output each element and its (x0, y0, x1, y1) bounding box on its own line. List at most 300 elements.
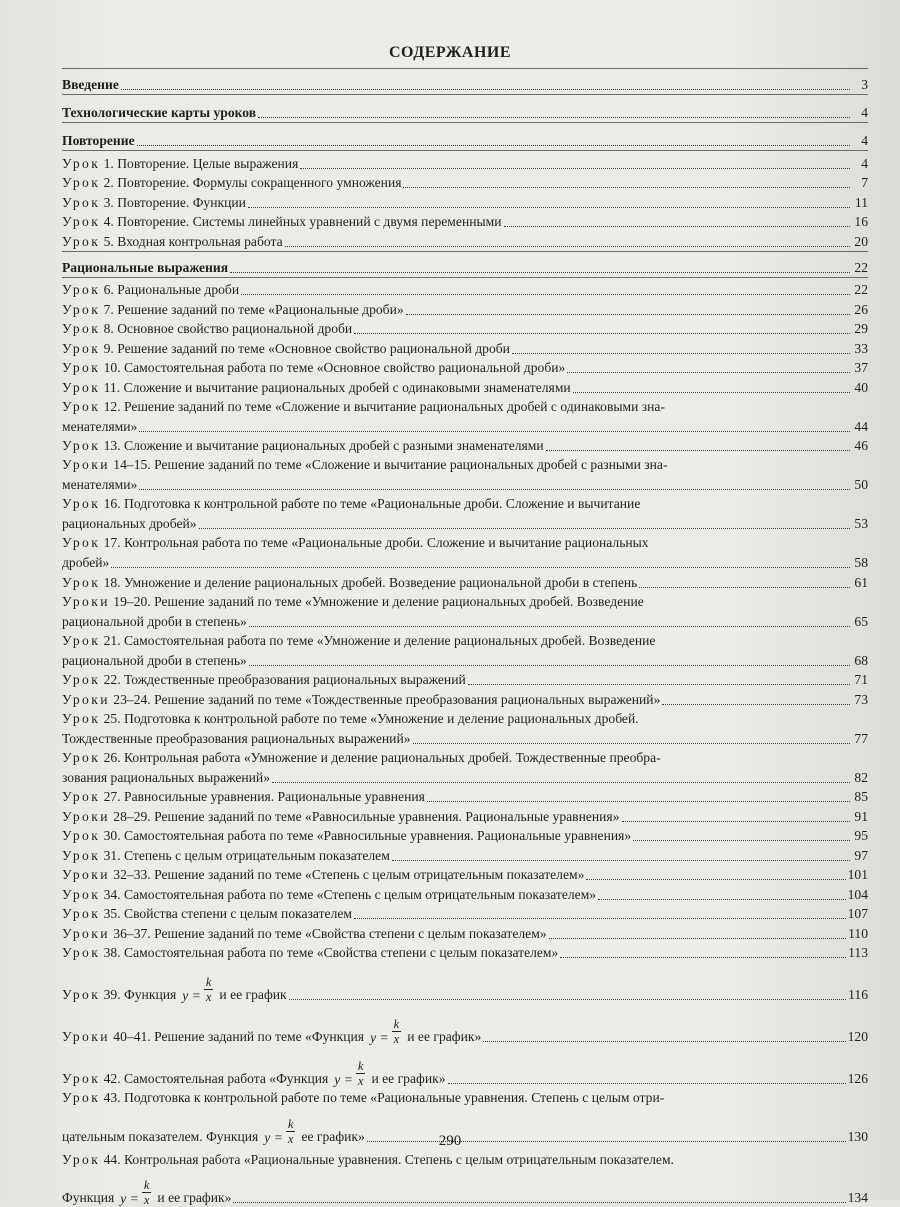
lesson-text (62, 154, 298, 173)
dot-leader (483, 1040, 845, 1042)
dot-leader (512, 352, 850, 354)
lesson-title: 9. Решение заданий по теме «Основное свойство рациональной дроби (100, 341, 510, 356)
dot-leader (413, 742, 850, 744)
lesson-title: 35. Свойства степени с целым показателем (100, 906, 352, 921)
formula-fraction (356, 1059, 366, 1088)
lesson-title: 6. Рациональные дроби (100, 282, 239, 297)
lesson-line (62, 689, 868, 709)
lesson-title-cont: рациональных дробей» (62, 514, 197, 533)
dot-leader (249, 664, 850, 666)
lesson-label: Урок (62, 750, 100, 765)
page-number: 97 (852, 846, 868, 865)
lesson-text (62, 436, 544, 455)
toc-lesson[interactable] (62, 436, 868, 456)
lesson-line (62, 436, 868, 456)
lesson-label: Уроки (62, 1029, 110, 1044)
dot-leader (504, 225, 850, 227)
dot-leader (139, 430, 850, 432)
dot-leader (586, 878, 845, 880)
lesson-title: 11. Сложение и вычитание рациональных дробей с одинаковыми знаменателями (100, 380, 570, 395)
lesson-title-cont: Функция (62, 1188, 114, 1207)
page-number: 44 (852, 417, 868, 436)
dot-leader (448, 1082, 846, 1084)
lesson-title: 32–33. Решение заданий по теме «Степень с целым отрицательным показателем» (110, 867, 585, 882)
lesson-line (62, 153, 868, 173)
toc-lesson[interactable] (62, 865, 868, 885)
page-number: 7 (852, 173, 868, 192)
formula-fraction (204, 975, 214, 1004)
lesson-line (62, 299, 868, 319)
lesson-text (62, 300, 404, 319)
page-number: 37 (852, 358, 868, 377)
toc-lesson[interactable] (62, 806, 868, 826)
dot-leader (403, 186, 850, 188)
toc-lesson[interactable] (62, 338, 868, 358)
page-number: 11 (852, 193, 868, 212)
lesson-label: Урок (62, 1152, 100, 1167)
lesson-label: Урок (62, 321, 100, 336)
lesson-title: 25. Подготовка к контрольной работе по теме «Умножение и деление рациональных дробей. (100, 711, 638, 726)
lesson-label: Урок (62, 1090, 100, 1105)
toc-lesson[interactable] (62, 1050, 868, 1088)
toc-lesson[interactable] (62, 631, 868, 670)
lesson-label: Уроки (62, 457, 110, 472)
lesson-label: Урок (62, 399, 100, 414)
lesson-title: 40–41. Решение заданий по теме «Функция (110, 1029, 364, 1044)
lesson-label: Урок (62, 302, 100, 317)
lesson-label: Урок (62, 1071, 100, 1086)
dot-leader (633, 839, 850, 841)
page-number: 126 (848, 1069, 868, 1088)
lesson-title: 19–20. Решение заданий по теме «Умножение и деление рациональных дробей. Возведение (110, 594, 644, 609)
formula-numerator: k (392, 1017, 402, 1032)
lesson-label: Урок (62, 438, 100, 453)
toc-lesson-44[interactable] (62, 1150, 868, 1207)
lesson-text (62, 943, 558, 962)
lesson-title: 30. Самостоятельная работа по теме «Равносильные уравнения. Рациональные уравнения» (100, 828, 631, 843)
lesson-title: 18. Умножение и деление рациональных дробей. Возведение рациональной дроби в степень (100, 575, 637, 590)
lesson-line (62, 338, 868, 358)
lesson-text (62, 358, 565, 377)
toc-lesson[interactable] (62, 173, 868, 193)
lesson-text (62, 787, 425, 806)
lesson-title-cont: рациональной дроби в степень» (62, 651, 247, 670)
formula-numerator: k (356, 1059, 366, 1074)
dot-leader (272, 781, 850, 783)
lesson-line (62, 631, 868, 651)
page-number: 40 (852, 378, 868, 397)
page-number: 68 (852, 651, 868, 670)
lesson-label: Уроки (62, 926, 110, 941)
lesson-title-cont: менателями» (62, 417, 137, 436)
lesson-text (62, 826, 631, 845)
lesson-label: Урок (62, 535, 100, 550)
lesson-label: Урок (62, 380, 100, 395)
page-number: 50 (852, 475, 868, 494)
toc-lesson[interactable] (62, 377, 868, 397)
dot-leader (241, 293, 850, 295)
lesson-line (62, 709, 868, 729)
toc-lesson[interactable] (62, 748, 868, 787)
toc-lesson[interactable] (62, 943, 868, 963)
lesson-text (62, 280, 239, 299)
lesson-line (62, 923, 868, 943)
toc-lesson[interactable] (62, 455, 868, 494)
lesson-line (62, 212, 868, 232)
dot-leader (111, 566, 850, 568)
lesson-label: Урок (62, 575, 100, 590)
lesson-label: Урок (62, 633, 100, 648)
lesson-title-end: и ее график» (157, 1188, 231, 1207)
lesson-line (62, 748, 868, 768)
lesson-title: 8. Основное свойство рациональной дроби (100, 321, 352, 336)
page-number: 61 (852, 573, 868, 592)
dot-leader (285, 245, 850, 247)
dot-leader (230, 271, 850, 273)
formula-y-eq: y = (334, 1072, 353, 1088)
lesson-line (62, 416, 868, 436)
lesson-line (62, 787, 868, 807)
section-title: Введение (62, 75, 119, 94)
page-number: 53 (852, 514, 868, 533)
dot-leader (392, 859, 850, 861)
lesson-title: 17. Контрольная работа по теме «Рациональные дроби. Сложение и вычитание рациональных (100, 535, 648, 550)
lesson-title: 39. Функция (100, 987, 176, 1002)
lesson-title-cont: менателями» (62, 475, 137, 494)
dot-leader (406, 313, 850, 315)
lesson-line (62, 280, 868, 300)
lesson-text (62, 807, 620, 826)
formula-denominator: x (204, 990, 214, 1004)
table-of-contents (62, 68, 868, 1207)
page-number: 85 (852, 787, 868, 806)
lesson-title-end: и ее график (219, 985, 286, 1004)
lesson-title-cont: рациональной дроби в степень» (62, 612, 247, 631)
lesson-title-end: и ее график» (371, 1069, 445, 1088)
page-number: 95 (852, 826, 868, 845)
toc-lesson[interactable] (62, 358, 868, 378)
toc-lesson[interactable] (62, 709, 868, 748)
lesson-title: 1. Повторение. Целые выражения (100, 156, 298, 171)
lesson-text (62, 339, 510, 358)
formula-numerator: k (204, 975, 214, 990)
lesson-text (62, 319, 352, 338)
dot-leader (546, 449, 850, 451)
footer-page-number: 290 (0, 1133, 900, 1150)
formula-fraction (392, 1017, 402, 1046)
lesson-title: 28–29. Решение заданий по теме «Равносильные уравнения. Рациональные уравнения» (110, 809, 620, 824)
dot-leader (249, 625, 850, 627)
toc-lesson[interactable] (62, 689, 868, 709)
lesson-line (62, 173, 868, 193)
dot-leader (289, 998, 846, 1000)
lesson-line (62, 845, 868, 865)
lesson-title: 10. Самостоятельная работа по теме «Основное свойство рациональной дроби» (100, 360, 565, 375)
lesson-title: 13. Сложение и вычитание рациональных дробей с разными знаменателями (100, 438, 543, 453)
page-number: 82 (852, 768, 868, 787)
toc-section[interactable] (62, 125, 868, 151)
page-number: 134 (848, 1188, 868, 1207)
lesson-line (62, 397, 868, 417)
toc-lesson[interactable] (62, 299, 868, 319)
lesson-text (62, 378, 571, 397)
toc-lesson[interactable] (62, 826, 868, 846)
lesson-line (62, 826, 868, 846)
dot-leader (258, 116, 850, 118)
lesson-text (62, 904, 352, 923)
lesson-text (62, 924, 547, 943)
lesson-title-end: и ее график» (407, 1027, 481, 1046)
section-title: Рациональные выражения (62, 258, 228, 277)
dot-leader (427, 800, 850, 802)
lesson-label: Урок (62, 848, 100, 863)
lesson-line (62, 533, 868, 553)
toc-lesson[interactable] (62, 192, 868, 212)
lesson-label: Урок (62, 887, 100, 902)
lesson-title-cont: зования рациональных выражений» (62, 768, 270, 787)
lesson-label: Урок (62, 987, 100, 1002)
toc-lesson[interactable] (62, 592, 868, 631)
lesson-title: 12. Решение заданий по теме «Сложение и вычитание рациональных дробей с одинаковыми зна- (100, 399, 665, 414)
page-number: 71 (852, 670, 868, 689)
lesson-text (62, 212, 502, 231)
lesson-label: Урок (62, 711, 100, 726)
page-number: 4 (852, 103, 868, 122)
dot-leader (121, 88, 850, 90)
formula-y-eq: y = (264, 1130, 283, 1146)
toc-lesson[interactable] (62, 787, 868, 807)
lesson-label: Уроки (62, 809, 110, 824)
lesson-line (62, 553, 868, 573)
lesson-label: Урок (62, 789, 100, 804)
page-number: 116 (848, 985, 868, 1004)
lesson-label: Урок (62, 214, 100, 229)
page-number: 130 (848, 1127, 868, 1146)
dot-leader (354, 917, 846, 919)
lesson-line (62, 572, 868, 592)
toc-lesson[interactable] (62, 280, 868, 300)
lesson-title-end: ее график» (301, 1127, 364, 1146)
page-number: 4 (852, 154, 868, 173)
lesson-title-cont: Тождественные преобразования рациональных выражений» (62, 729, 411, 748)
lesson-line (62, 611, 868, 631)
lesson-label: Урок (62, 906, 100, 921)
formula-denominator: x (392, 1032, 402, 1046)
lesson-title: 16. Подготовка к контрольной работе по теме «Рациональные дроби. Сложение и вычитание (100, 496, 640, 511)
lesson-text (62, 573, 637, 592)
lesson-label: Урок (62, 341, 100, 356)
toc-lesson[interactable] (62, 966, 868, 1004)
page-number: 77 (852, 729, 868, 748)
page-number: 16 (852, 212, 868, 231)
page-number: 20 (852, 232, 868, 251)
lesson-text (62, 885, 596, 904)
lesson-title: 21. Самостоятельная работа по теме «Умножение и деление рациональных дробей. Возведение (100, 633, 655, 648)
lesson-line (62, 884, 868, 904)
dot-leader (354, 332, 850, 334)
dot-leader (622, 820, 851, 822)
lesson-label: Уроки (62, 692, 110, 707)
lesson-text (62, 670, 466, 689)
formula-fraction: $\frac{k}{x}$ (142, 1178, 152, 1207)
lesson-line (62, 865, 868, 885)
lesson-title: 38. Самостоятельная работа по теме «Свойства степени с целым показателем» (100, 945, 558, 960)
lesson-line (62, 592, 868, 612)
toc-lesson[interactable] (62, 670, 868, 690)
lesson-label: Урок (62, 282, 100, 297)
lesson-title: 36–37. Решение заданий по теме «Свойства степени с целым показателем» (110, 926, 547, 941)
lesson-line (62, 494, 868, 514)
formula-denominator: x (356, 1074, 366, 1088)
formula-fraction: $\frac{k}{x}$ (286, 1117, 296, 1146)
toc-lesson[interactable] (62, 212, 868, 232)
toc-section[interactable] (62, 97, 868, 123)
lesson-line (62, 319, 868, 339)
page-number: 22 (852, 280, 868, 299)
lesson-title: 31. Степень с целым отрицательным показателем (100, 848, 390, 863)
lesson-title: 3. Повторение. Функции (100, 195, 246, 210)
lesson-text (62, 690, 660, 709)
lesson-line (62, 1050, 868, 1088)
lesson-text (62, 985, 176, 1004)
lesson-title-cont: цательным показателем. Функция (62, 1127, 258, 1146)
dot-leader (233, 1201, 845, 1203)
page-number: 104 (848, 885, 868, 904)
toc-lesson[interactable] (62, 845, 868, 865)
page-number: 113 (848, 943, 868, 962)
lesson-line (62, 358, 868, 378)
section-title: Технологические карты уроков (62, 103, 256, 122)
toc-lesson[interactable] (62, 494, 868, 533)
lesson-line (62, 966, 868, 1004)
toc-lesson[interactable] (62, 904, 868, 924)
lesson-title: 4. Повторение. Системы линейных уравнений с двумя переменными (100, 214, 501, 229)
page-number: 120 (848, 1027, 868, 1046)
page-number: 46 (852, 436, 868, 455)
section-title: Повторение (62, 131, 135, 150)
page-number: 91 (852, 807, 868, 826)
page-number: 4 (852, 131, 868, 150)
toc-lesson[interactable] (62, 153, 868, 173)
lesson-line (62, 514, 868, 534)
page-number: 107 (848, 904, 868, 923)
lesson-title: 7. Решение заданий по теме «Рациональные дроби» (100, 302, 403, 317)
dot-leader (248, 206, 850, 208)
toc-lesson[interactable] (62, 1008, 868, 1046)
lesson-title: 44. Контрольная работа «Рациональные уравнения. Степень с целым отрицательным показателем. (100, 1152, 674, 1167)
lesson-text (62, 1069, 328, 1088)
lesson-line (62, 192, 868, 212)
page-number: 22 (852, 258, 868, 277)
lesson-line (62, 475, 868, 495)
lesson-text (62, 846, 390, 865)
lesson-title: 26. Контрольная работа «Умножение и деление рациональных дробей. Тождественные преобра- (100, 750, 660, 765)
page-number: 65 (852, 612, 868, 631)
lesson-label: Урок (62, 828, 100, 843)
lesson-text (62, 173, 401, 192)
toc-lesson[interactable] (62, 397, 868, 436)
dot-leader (639, 586, 850, 588)
lesson-line (62, 231, 868, 251)
dot-leader (199, 527, 850, 529)
lesson-title: 14–15. Решение заданий по теме «Сложение и вычитание рациональных дробей с разными зна- (110, 457, 668, 472)
page-number: 101 (848, 865, 868, 884)
page-number: 3 (852, 75, 868, 94)
lesson-text (62, 865, 584, 884)
page-number: 33 (852, 339, 868, 358)
lesson-label: Урок (62, 175, 100, 190)
toc-section[interactable] (62, 251, 868, 278)
page-number: 110 (848, 924, 868, 943)
lesson-label: Урок (62, 234, 100, 249)
dot-leader (560, 956, 846, 958)
lesson-label: Урок (62, 672, 100, 687)
dot-leader (137, 144, 850, 146)
lesson-label: Урок (62, 195, 100, 210)
page-number: 73 (852, 690, 868, 709)
lesson-label: Уроки (62, 594, 110, 609)
lesson-line (62, 455, 868, 475)
lesson-label: Урок (62, 360, 100, 375)
lesson-text (62, 1027, 364, 1046)
toc-section[interactable] (62, 68, 868, 95)
lesson-title: 43. Подготовка к контрольной работе по теме «Рациональные уравнения. Степень с целым отри- (100, 1090, 664, 1105)
lesson-title: 2. Повторение. Формулы сокращенного умножения (100, 175, 401, 190)
formula-y-eq: y = (370, 1030, 389, 1046)
lesson-title: 5. Входная контрольная работа (100, 234, 282, 249)
toc-lesson[interactable] (62, 884, 868, 904)
dot-leader (549, 937, 846, 939)
lesson-line (62, 1008, 868, 1046)
lesson-text (62, 193, 246, 212)
lesson-text (62, 232, 283, 251)
lesson-label: Урок (62, 496, 100, 511)
dot-leader (662, 703, 850, 705)
dot-leader (468, 683, 850, 685)
page-title: СОДЕРЖАНИЕ (0, 44, 900, 62)
dot-leader (139, 488, 850, 490)
lesson-line (62, 904, 868, 924)
lesson-line (62, 767, 868, 787)
lesson-line (62, 806, 868, 826)
dot-leader (300, 167, 850, 169)
lesson-line (62, 377, 868, 397)
page-number: 29 (852, 319, 868, 338)
page-number: 58 (852, 553, 868, 572)
lesson-line (62, 670, 868, 690)
toc-lesson[interactable] (62, 319, 868, 339)
formula-y-eq: y = (182, 988, 201, 1004)
formula-y-eq: y = (120, 1191, 139, 1207)
toc-lesson[interactable] (62, 231, 868, 251)
lesson-line (62, 943, 868, 963)
lesson-title: 34. Самостоятельная работа по теме «Степень с целым отрицательным показателем» (100, 887, 596, 902)
lesson-title-cont: дробей» (62, 553, 109, 572)
lesson-title: 23–24. Решение заданий по теме «Тождественные преобразования рациональных выражений» (110, 692, 660, 707)
dot-leader (567, 371, 850, 373)
toc-lesson[interactable] (62, 533, 868, 572)
toc-lesson[interactable] (62, 572, 868, 592)
lesson-title: 42. Самостоятельная работа «Функция (100, 1071, 328, 1086)
lesson-line (62, 728, 868, 748)
lesson-label: Уроки (62, 867, 110, 882)
dot-leader (598, 898, 846, 900)
toc-lesson[interactable] (62, 923, 868, 943)
lesson-line (62, 650, 868, 670)
lesson-label: Урок (62, 156, 100, 171)
lesson-title: 22. Тождественные преобразования рациональных выражений (100, 672, 466, 687)
page-number: 26 (852, 300, 868, 319)
